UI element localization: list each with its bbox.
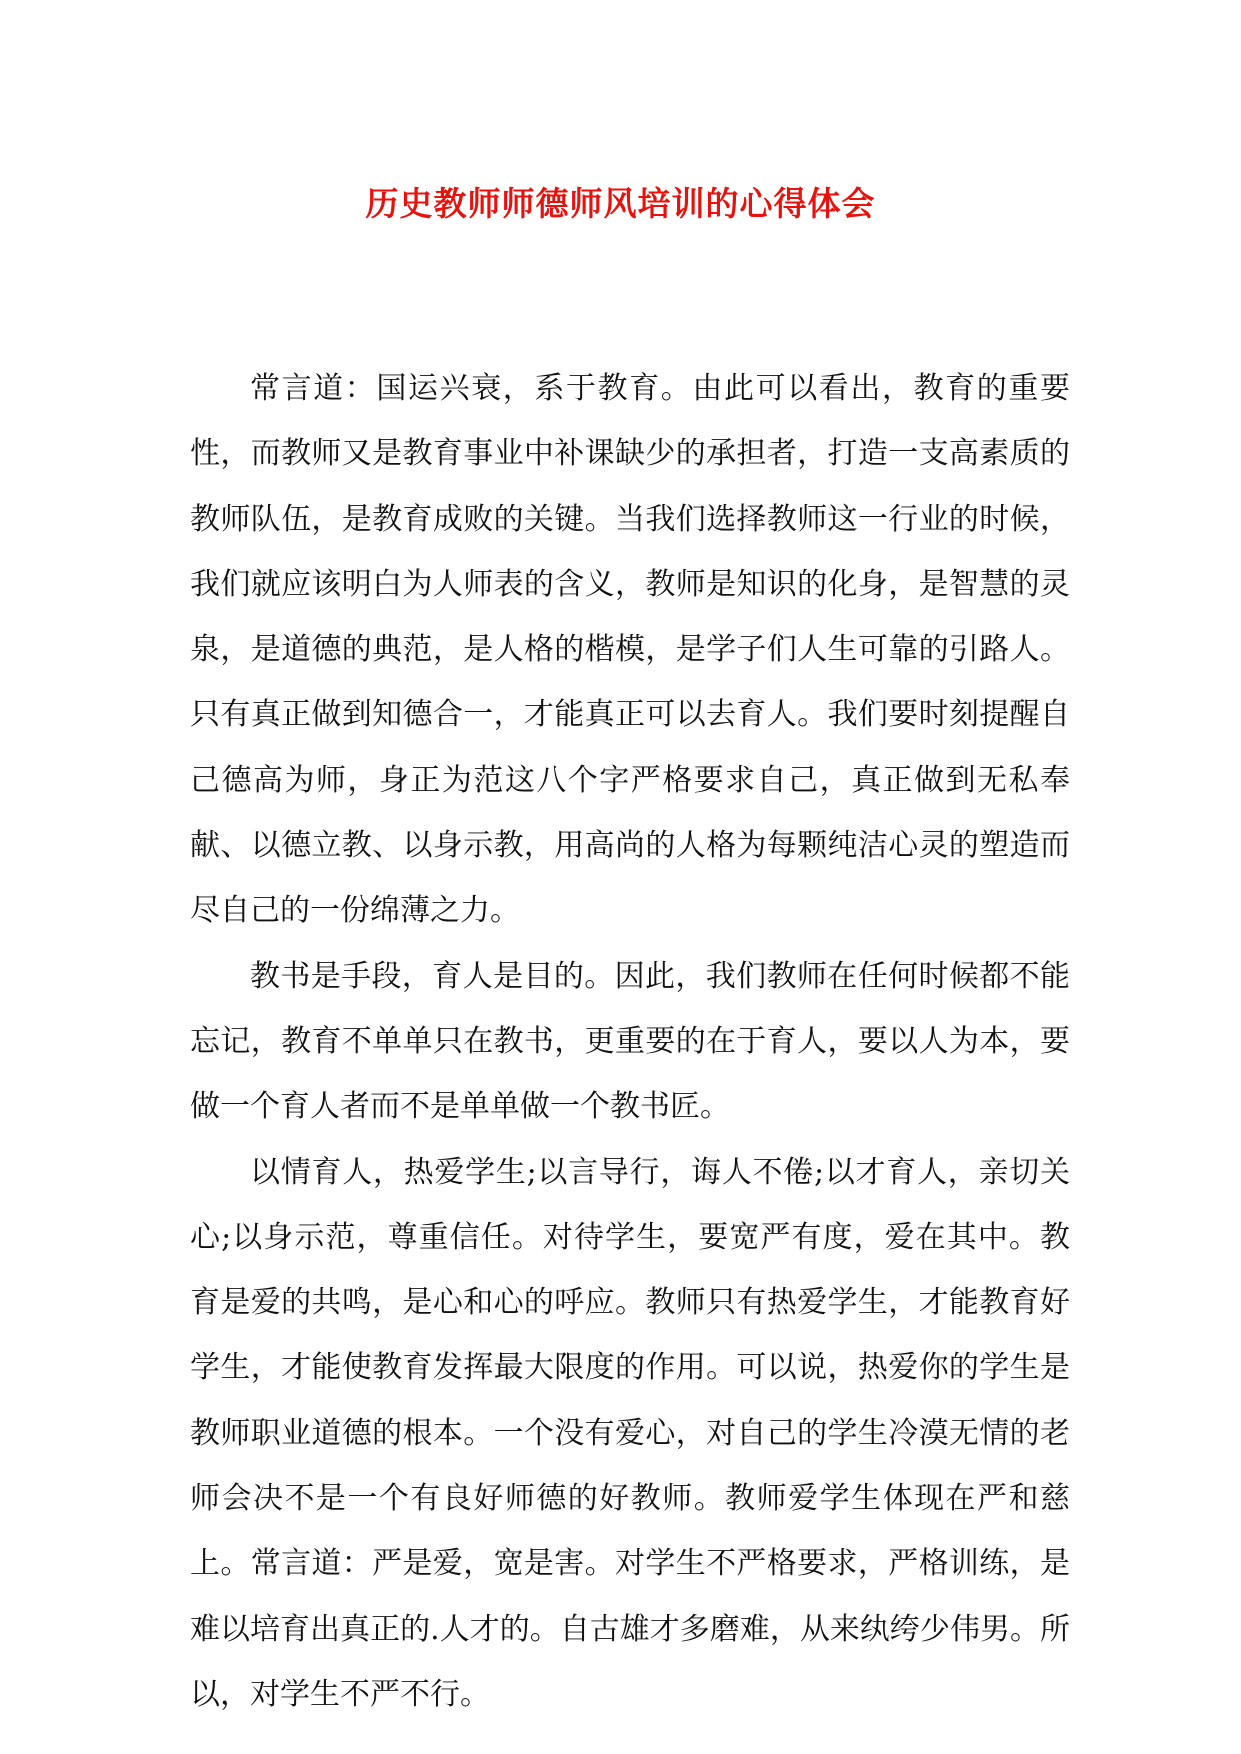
document-body bbox=[190, 356, 1070, 1727]
paragraph-1: 常言道：国运兴衰，系于教育。由此可以看出，教育的重要性，而教师又是教育事业中补课缺少的承担者，打造一支高素质的教师队伍，是教育成败的关键。当我们选择教师这一行业的时候，我们就应该明白为人师表的含义，教师是知识的化身，是智慧的灵泉，是道德的典范，是人格的楷模，是学子们人生可靠的引路人。只有真正做到知德合一，才能真正可以去育人。我们要时刻提醒自己德高为师，身正为范这八个字严格要求自己，真正做到无私奉献、以德立教、以身示教，用高尚的人格为每颗纯洁心灵的塑造而尽自己的一份绵薄之力。 bbox=[190, 371, 1070, 929]
paragraph-3: 以情育人，热爱学生;以言导行，诲人不倦;以才育人，亲切关心;以身示范，尊重信任。对待学生，要宽严有度，爱在其中。教育是爱的共鸣，是心和心的呼应。教师只有热爱学生，才能教育好学生，才能使教育发挥最大限度的作用。可以说，热爱你的学生是教师职业道德的根本。一个没有爱心，对自己的学生冷漠无情的老师会决不是一个有良好师德的好教师。教师爱学生体现在严和慈上。常言道：严是爱，宽是害。对学生不严格要求，严格训练，是难以培育出真正的.人才的。自古雄才多磨难，从来纨绔少伟男。所以，对学生不严不行。 bbox=[190, 1154, 1070, 1712]
paragraph-2: 教书是手段，育人是目的。因此，我们教师在任何时候都不能忘记，教育不单单只在教书，更重要的在于育人，要以人为本，要做一个育人者而不是单单做一个教书匠。 bbox=[190, 958, 1070, 1125]
document-title: 历史教师师德师风培训的心得体会 bbox=[365, 184, 876, 224]
